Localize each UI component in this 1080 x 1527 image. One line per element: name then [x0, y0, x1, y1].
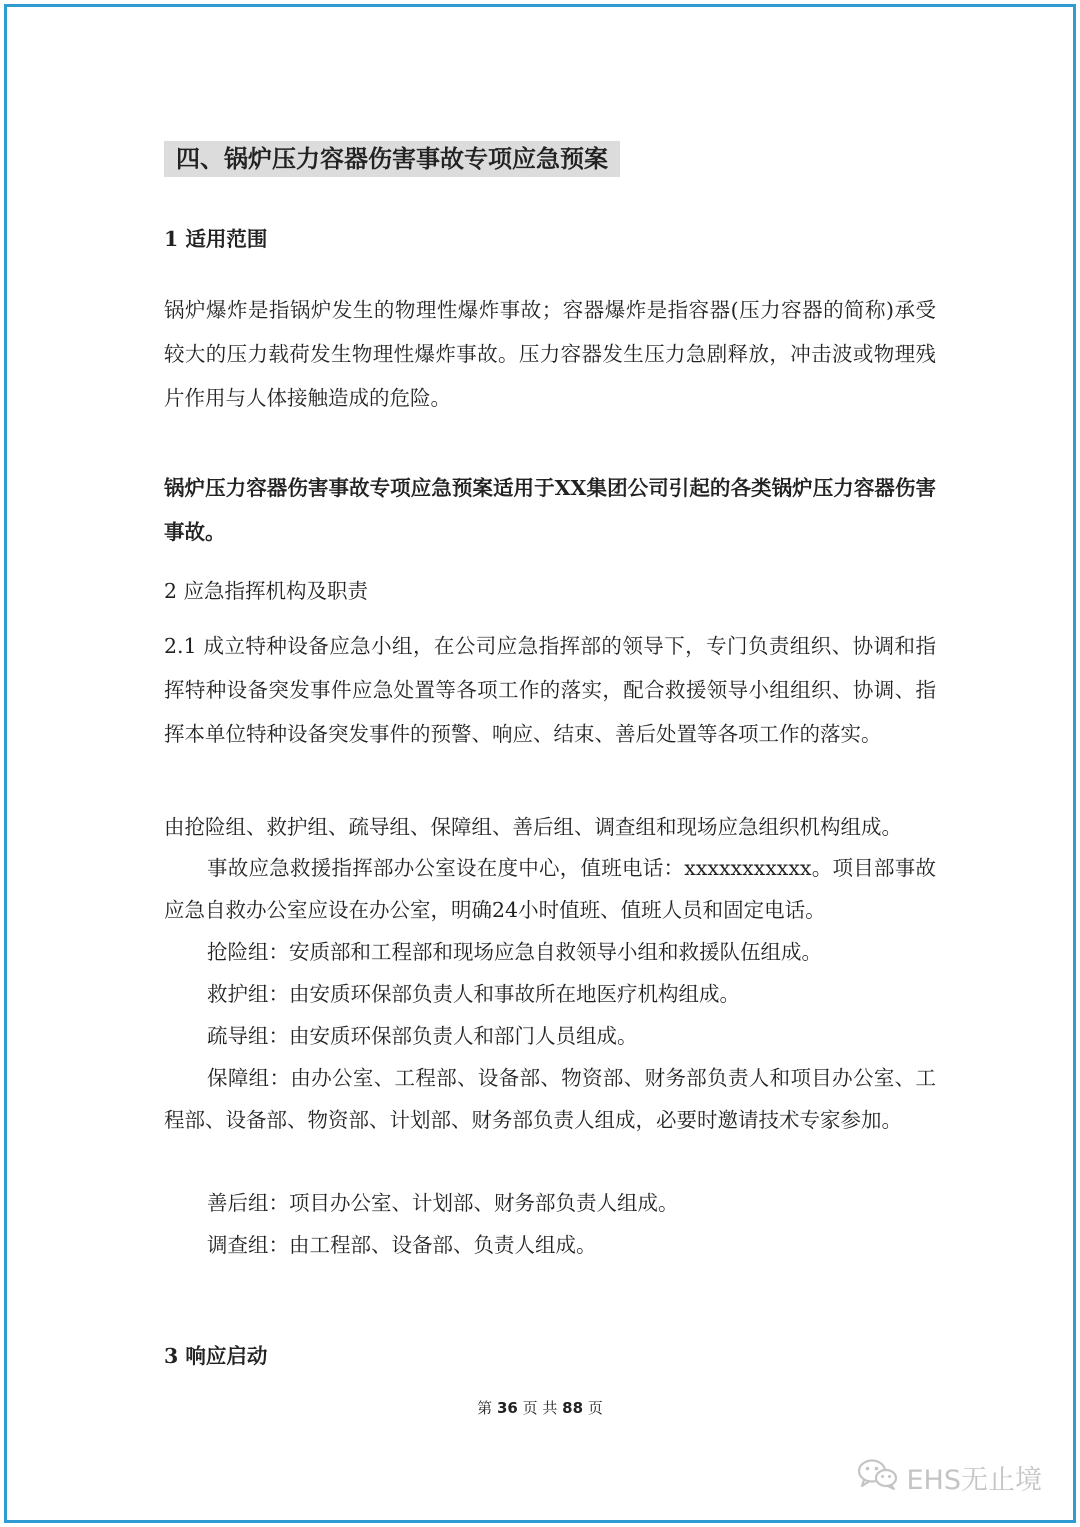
command-paragraph-1: 2.1 成立特种设备应急小组，在公司应急指挥部的领导下，专门负责组织、协调和指挥特种设备突发事件应急处置等各项工作的落实，配合救援领导小组组织、协调、指挥本单位特种设备突发事件的预警、响应、结束、善后处置等各项工作的落实。	[164, 634, 936, 746]
section-heading-scope: 1 适用范围	[164, 227, 268, 251]
watermark-text: EHS无止境	[906, 1464, 1042, 1496]
chapter-title: 四、锅炉压力容器伤害事故专项应急预案	[164, 141, 620, 177]
group-support: 保障组：由办公室、工程部、设备部、物资部、财务部负责人和项目办公室、工程部、设备部、物资部、计划部、财务部负责人组成，必要时邀请技术专家参加。	[164, 1066, 936, 1132]
footer-current-page: 36	[496, 1399, 518, 1417]
wechat-icon	[856, 1457, 900, 1498]
command-paragraph-2: 由抢险组、救护组、疏导组、保障组、善后组、调查组和现场应急组织机构组成。	[164, 815, 902, 839]
scope-paragraph-2: 锅炉压力容器伤害事故专项应急预案适用于XX集团公司引起的各类锅炉压力容器伤害事故。	[164, 476, 936, 544]
footer-total-pages: 88	[562, 1399, 584, 1417]
group-investigation: 调查组：由工程部、设备部、负责人组成。	[207, 1233, 597, 1257]
group-medical: 救护组：由安质环保部负责人和事故所在地医疗机构组成。	[207, 982, 740, 1006]
group-aftermath: 善后组：项目办公室、计划部、财务部负责人组成。	[207, 1191, 679, 1215]
group-rescue: 抢险组：安质部和工程部和现场应急自救领导小组和救援队伍组成。	[207, 940, 822, 964]
page-footer	[0, 1396, 1080, 1420]
command-paragraph-3: 事故应急救援指挥部办公室设在度中心，值班电话：xxxxxxxxxxx。项目部事故应急自救办公室应设在办公室，明确24小时值班、值班人员和固定电话。	[164, 856, 936, 922]
footer-prefix: 第	[477, 1399, 493, 1417]
section-heading-response: 3 响应启动	[164, 1344, 268, 1368]
section-heading-command: 2 应急指挥机构及职责	[164, 579, 369, 603]
group-evacuation: 疏导组：由安质环保部负责人和部门人员组成。	[207, 1024, 638, 1048]
footer-middle: 页 共	[522, 1399, 558, 1417]
scope-paragraph-1: 锅炉爆炸是指锅炉发生的物理性爆炸事故；容器爆炸是指容器(压力容器的简称)承受较大的压力载荷发生物理性爆炸事故。压力容器发生压力急剧释放，冲击波或物理残片作用与人体接触造成的危险。	[164, 298, 936, 410]
watermark	[856, 1459, 1042, 1495]
footer-suffix: 页	[587, 1399, 603, 1417]
